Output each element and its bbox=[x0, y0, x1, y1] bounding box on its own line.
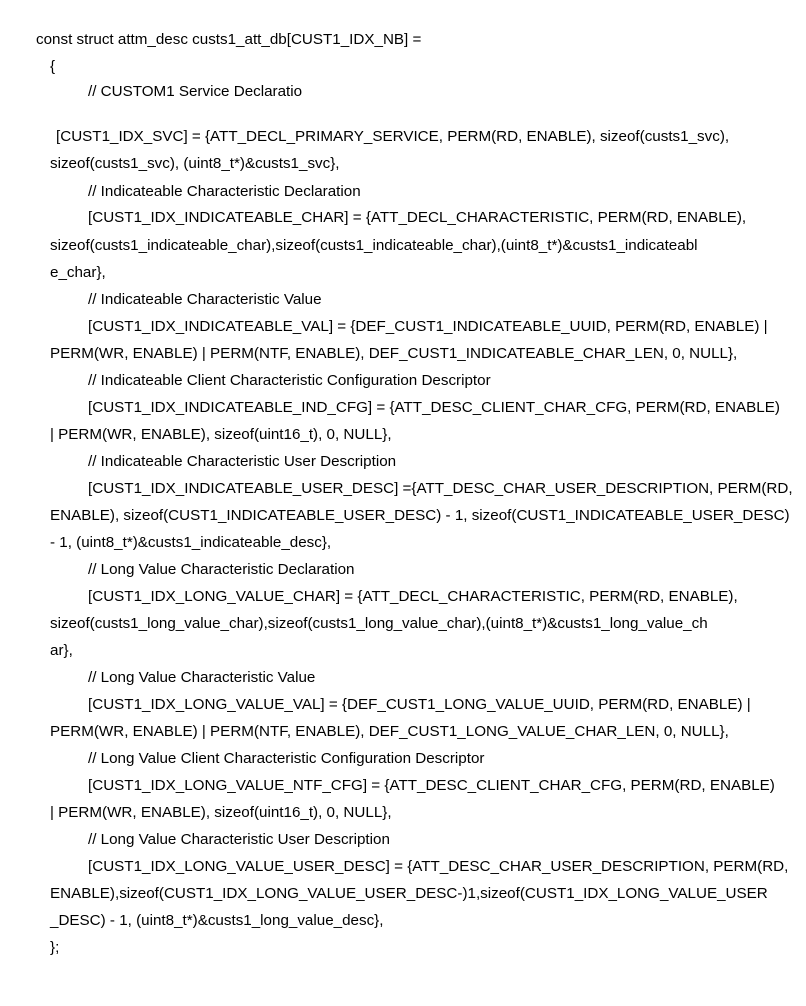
code-line: sizeof(custs1_long_value_char),sizeof(custs1_long_value_char),(uint8_t*)&custs1_long_value_ch bbox=[50, 615, 708, 632]
code-line: [CUST1_IDX_LONG_VALUE_NTF_CFG] = {ATT_DESC_CLIENT_CHAR_CFG, PERM(RD, ENABLE) bbox=[88, 777, 775, 794]
code-comment-line: // Indicateable Client Characteristic Configuration Descriptor bbox=[88, 372, 491, 389]
code-line: PERM(WR, ENABLE) | PERM(NTF, ENABLE), DEF_CUST1_LONG_VALUE_CHAR_LEN, 0, NULL}, bbox=[50, 723, 729, 740]
code-line: [CUST1_IDX_SVC] = {ATT_DECL_PRIMARY_SERVICE, PERM(RD, ENABLE), sizeof(custs1_svc), bbox=[56, 128, 730, 145]
code-line: { bbox=[50, 58, 56, 75]
code-line: const struct attm_desc custs1_att_db[CUST1_IDX_NB] = bbox=[36, 31, 422, 48]
code-line: [CUST1_IDX_INDICATEABLE_CHAR] = {ATT_DECL_CHARACTERISTIC, PERM(RD, ENABLE), bbox=[88, 209, 747, 226]
code-line: [CUST1_IDX_INDICATEABLE_VAL] = {DEF_CUST1_INDICATEABLE_UUID, PERM(RD, ENABLE) | bbox=[88, 318, 768, 335]
code-line: _DESC) - 1, (uint8_t*)&custs1_long_value_desc}, bbox=[50, 912, 384, 929]
code-comment-line: // Long Value Client Characteristic Configuration Descriptor bbox=[88, 750, 485, 767]
code-line: e_char}, bbox=[50, 264, 106, 281]
code-line: }; bbox=[50, 939, 60, 956]
code-line: [CUST1_IDX_LONG_VALUE_CHAR] = {ATT_DECL_CHARACTERISTIC, PERM(RD, ENABLE), bbox=[88, 588, 738, 605]
code-line: ENABLE), sizeof(CUST1_INDICATEABLE_USER_DESC) - 1, sizeof(CUST1_INDICATEABLE_USER_DESC) bbox=[50, 507, 790, 524]
code-line: | PERM(WR, ENABLE), sizeof(uint16_t), 0, NULL}, bbox=[50, 426, 392, 443]
code-line: [CUST1_IDX_INDICATEABLE_IND_CFG] = {ATT_DESC_CLIENT_CHAR_CFG, PERM(RD, ENABLE) bbox=[88, 399, 780, 416]
code-comment-line: // CUSTOM1 Service Declaratio bbox=[88, 83, 303, 100]
code-line: PERM(WR, ENABLE) | PERM(NTF, ENABLE), DEF_CUST1_INDICATEABLE_CHAR_LEN, 0, NULL}, bbox=[50, 345, 738, 362]
code-comment-line: // Indicateable Characteristic User Description bbox=[88, 453, 397, 470]
code-comment-line: // Indicateable Characteristic Declaration bbox=[88, 183, 361, 200]
code-line: [CUST1_IDX_LONG_VALUE_USER_DESC] = {ATT_DESC_CHAR_USER_DESCRIPTION, PERM(RD, bbox=[88, 858, 789, 875]
code-line: - 1, (uint8_t*)&custs1_indicateable_desc}, bbox=[50, 534, 332, 551]
code-line: sizeof(custs1_indicateable_char),sizeof(custs1_indicateable_char),(uint8_t*)&custs1_indicateabl bbox=[50, 237, 698, 254]
code-line: [CUST1_IDX_INDICATEABLE_USER_DESC] ={ATT_DESC_CHAR_USER_DESCRIPTION, PERM(RD, bbox=[88, 480, 793, 497]
code-line: ENABLE),sizeof(CUST1_IDX_LONG_VALUE_USER_DESC-)1,sizeof(CUST1_IDX_LONG_VALUE_USER bbox=[50, 885, 768, 902]
code-line: [CUST1_IDX_LONG_VALUE_VAL] = {DEF_CUST1_LONG_VALUE_UUID, PERM(RD, ENABLE) | bbox=[88, 696, 751, 713]
code-line: sizeof(custs1_svc), (uint8_t*)&custs1_svc}, bbox=[50, 155, 340, 172]
code-line: | PERM(WR, ENABLE), sizeof(uint16_t), 0, NULL}, bbox=[50, 804, 392, 821]
code-comment-line: // Indicateable Characteristic Value bbox=[88, 291, 322, 308]
code-line: ar}, bbox=[50, 642, 73, 659]
code-comment-line: // Long Value Characteristic Declaration bbox=[88, 561, 355, 578]
code-comment-line: // Long Value Characteristic User Description bbox=[88, 831, 390, 848]
code-comment-line: // Long Value Characteristic Value bbox=[88, 669, 316, 686]
